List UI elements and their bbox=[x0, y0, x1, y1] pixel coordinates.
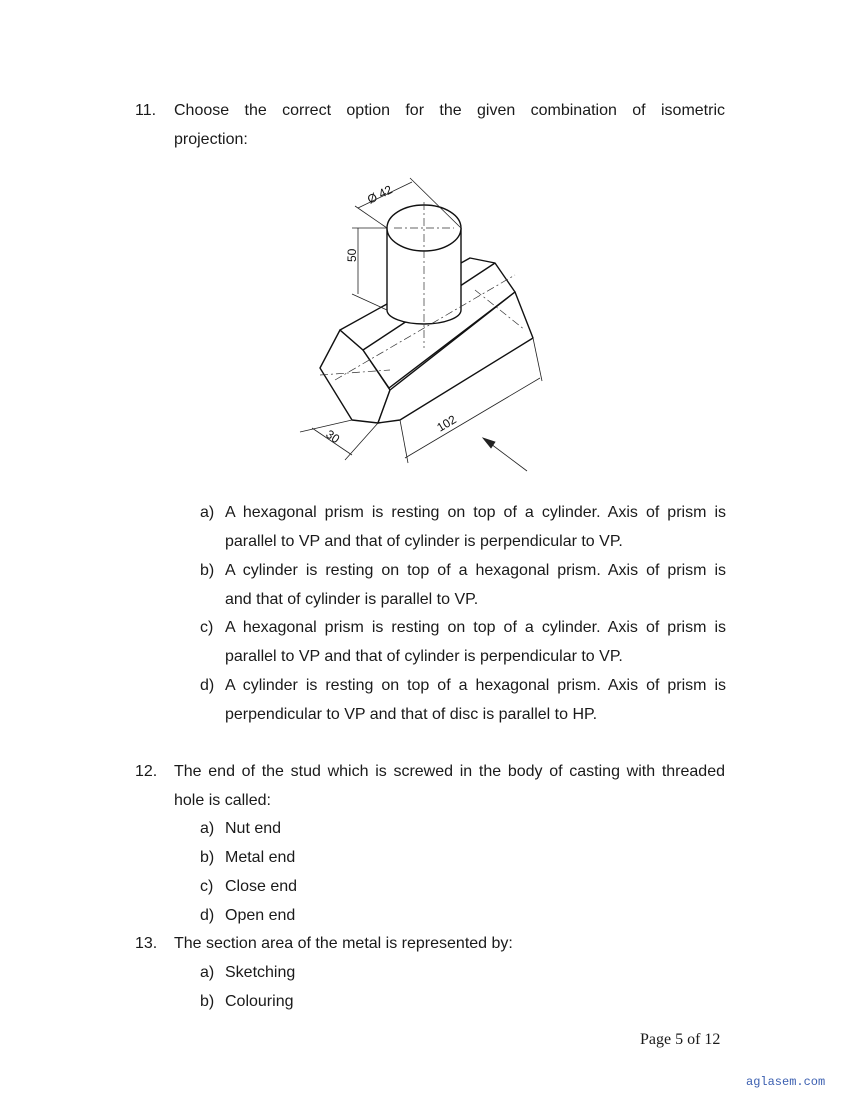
question-11 bbox=[135, 96, 735, 154]
question-text bbox=[174, 757, 725, 815]
extension-line bbox=[345, 423, 378, 460]
extension-line bbox=[400, 420, 408, 463]
option-text: Colouring bbox=[225, 993, 294, 1010]
option-line: parallel to VP and that of cylinder is perpendicular to VP. bbox=[225, 533, 623, 550]
option-label: d) bbox=[200, 907, 215, 924]
option-13a[interactable] bbox=[200, 958, 726, 987]
option-11a[interactable] bbox=[200, 498, 726, 556]
question-line: Choose the correct option for the given combination of isometric bbox=[174, 102, 725, 119]
question-text bbox=[174, 929, 725, 958]
option-line: A cylinder is resting on top of a hexagonal prism. Axis of prism is bbox=[225, 677, 726, 694]
question-12 bbox=[135, 757, 735, 815]
option-line: A hexagonal prism is resting on top of a cylinder. Axis of prism is bbox=[225, 504, 726, 521]
option-text: Close end bbox=[225, 878, 298, 895]
extension-line bbox=[355, 206, 387, 228]
option-text: Metal end bbox=[225, 849, 296, 866]
option-12d[interactable] bbox=[200, 901, 726, 930]
option-label: a) bbox=[200, 964, 215, 981]
option-label: c) bbox=[200, 619, 214, 636]
option-line: and that of cylinder is parallel to VP. bbox=[225, 591, 479, 608]
option-11d[interactable] bbox=[200, 671, 726, 729]
option-line: A cylinder is resting on top of a hexagonal prism. Axis of prism is bbox=[225, 562, 726, 579]
option-line: parallel to VP and that of cylinder is perpendicular to VP. bbox=[225, 648, 623, 665]
length-label: 102 bbox=[434, 412, 459, 435]
question-line: The end of the stud which is screwed in the body of casting with threaded bbox=[174, 763, 725, 780]
option-11c[interactable] bbox=[200, 613, 726, 671]
extension-line bbox=[352, 294, 387, 310]
question-line: The section area of the metal is represented by: bbox=[174, 935, 513, 952]
option-label: d) bbox=[200, 677, 215, 694]
question-13 bbox=[135, 929, 735, 958]
option-12c[interactable] bbox=[200, 872, 726, 901]
question-text bbox=[174, 96, 725, 154]
question-number: 11. bbox=[135, 102, 157, 119]
option-label: c) bbox=[200, 878, 214, 895]
option-label: a) bbox=[200, 504, 215, 521]
option-line: A hexagonal prism is resting on top of a cylinder. Axis of prism is bbox=[225, 619, 726, 636]
option-13b[interactable] bbox=[200, 987, 726, 1016]
option-label: b) bbox=[200, 562, 215, 579]
option-text: Open end bbox=[225, 907, 296, 924]
option-text: Sketching bbox=[225, 964, 296, 981]
option-line: perpendicular to VP and that of disc is parallel to HP. bbox=[225, 706, 598, 723]
diameter-label: Ø 42 bbox=[365, 182, 395, 207]
question-line: hole is called: bbox=[174, 792, 271, 809]
option-11b[interactable] bbox=[200, 556, 726, 614]
extension-line bbox=[533, 338, 542, 381]
watermark: aglasem.com bbox=[746, 1075, 826, 1089]
height-label: 50 bbox=[345, 248, 359, 262]
question-number: 13. bbox=[135, 935, 158, 952]
page-number: Page 5 of 12 bbox=[640, 1031, 721, 1048]
question-number: 12. bbox=[135, 763, 158, 780]
arrow-head bbox=[483, 438, 495, 448]
option-label: b) bbox=[200, 993, 215, 1010]
question-line: projection: bbox=[174, 131, 248, 148]
option-12b[interactable] bbox=[200, 843, 726, 872]
extension-line bbox=[300, 420, 352, 432]
option-text: Nut end bbox=[225, 820, 282, 837]
option-label: a) bbox=[200, 820, 215, 837]
option-12a[interactable] bbox=[200, 814, 726, 843]
width-label: 30 bbox=[323, 426, 343, 447]
option-label: b) bbox=[200, 849, 215, 866]
isometric-projection-figure bbox=[290, 170, 550, 480]
